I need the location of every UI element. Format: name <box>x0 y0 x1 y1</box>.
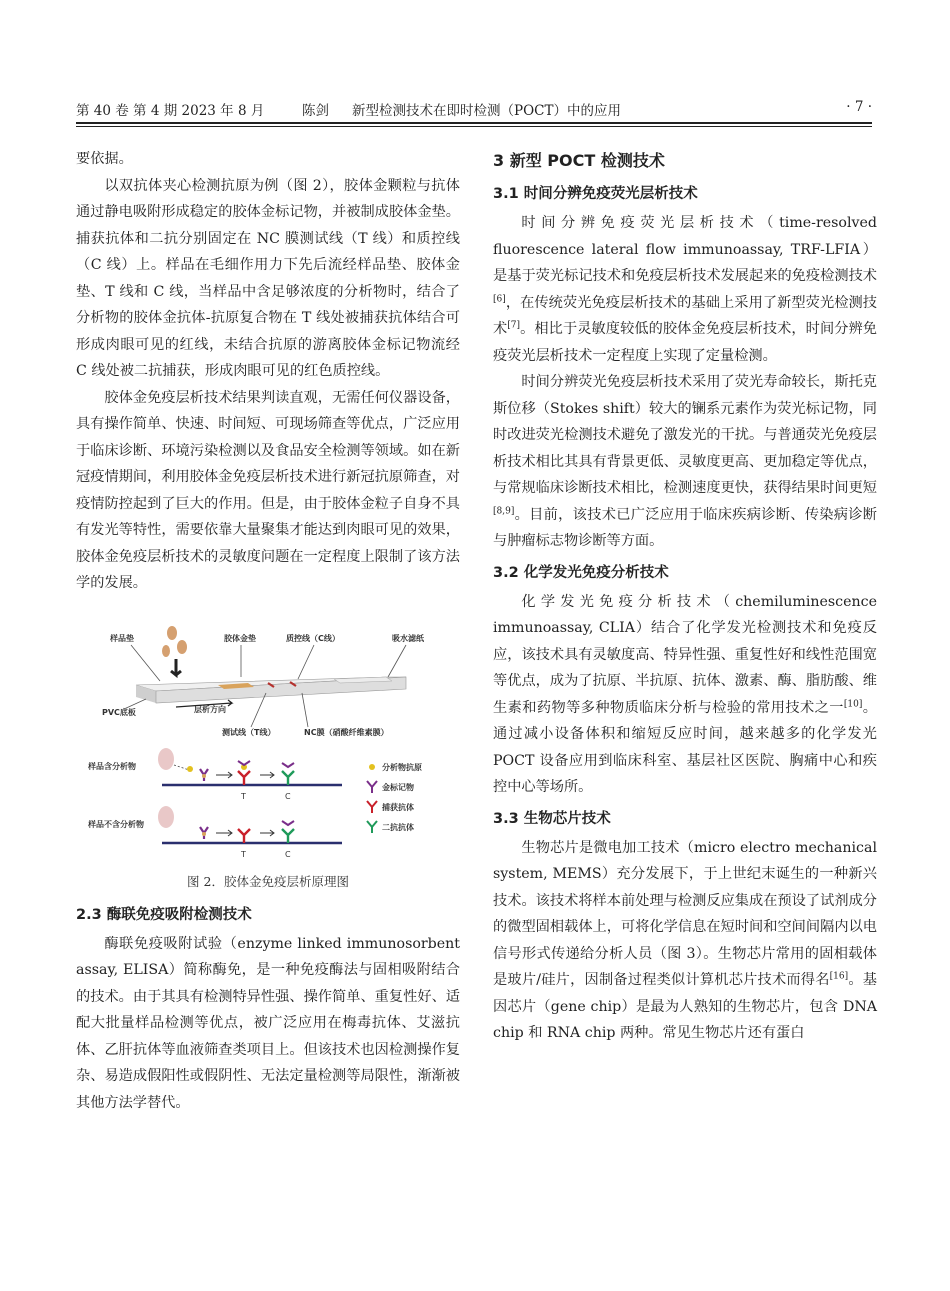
label-flow-direction: 层析方向 <box>194 704 226 714</box>
label-t: T <box>241 791 246 801</box>
header-rule-thin <box>76 126 872 127</box>
text-run: 。相比于灵敏度较低的胶体金免疫层析技术，时间分辨免疫荧光层析技术一定程度上实现了定量检测。 <box>493 321 877 364</box>
citation: [7] <box>507 320 521 331</box>
section-heading-3-3: 3.3 生物芯片技术 <box>493 810 611 827</box>
paragraph: 酶联免疫吸附试验（enzyme linked immunosorbent assay, ELISA）简称酶免，是一种免疫酶法与固相吸附结合的技术。由于其具有检测特异性强、操作简单、重复性好、适配大批量样品检测等优点，被广泛应用在梅毒抗体、艾滋抗体、乙肝抗体等血液筛查类项目上。但该技术也因检测操作复杂、易造成假阳性或假阴性、无法定量检测等局限性，渐渐被其他方法学替代。 <box>76 935 460 1111</box>
lateral-flow-diagram <box>76 619 460 869</box>
leader-line <box>131 645 160 681</box>
paragraph <box>493 210 877 369</box>
section-heading-3-2: 3.2 化学发光免疫分析技术 <box>493 564 669 581</box>
text-run: 。目前，该技术已广泛应用于临床疾病诊断、传染病诊断与肿瘤标志物诊断等方面。 <box>493 506 877 549</box>
label-nc-membrane: NC膜（硝酸纤维素膜） <box>304 727 389 737</box>
legend-antigen-icon <box>369 764 375 770</box>
legend-capture-icon <box>367 801 377 813</box>
text-run: ，在传统荧光免疫层析技术的基础上采用了新型荧光检测技术 <box>493 294 877 337</box>
left-column <box>76 146 460 1116</box>
section-heading-3: 3 新型 POCT 检测技术 <box>493 151 665 170</box>
text-run: 生物芯片是微电加工技术（micro electro mechanical system, MEMS）充分发展下，于上世纪末诞生的一种新兴技术。该技术将样本前处理与检测反应集成在预设了试剂成分的微型固相载体上，可将化学信息在短时间和空间间隔内以电信号形式传递给分析人员（图 3）。生物芯片常用的固相载体是玻片/硅片，因制备过程类似计算机芯片技术而得名 <box>493 839 877 988</box>
header-author: 陈剑 <box>302 103 329 119</box>
citation: [16] <box>829 971 849 982</box>
paragraph: 要依据。 <box>76 151 133 167</box>
paragraph <box>493 835 877 1047</box>
gold-label-icon <box>200 769 208 781</box>
text-run: 时间分辨荧光免疫层析技术采用了荧光寿命较长，斯托克斯位移（Stokes shift）较大的镧系元素作为荧光标记物，同时改进荧光检测技术避免了激发光的干扰。与普通荧光免疫层析技术相比其具有背景更低、灵敏度更高、更加稳定等优点，与常规临床诊断技术相比，检测速度更快，获得结果时间更短 <box>493 374 877 496</box>
label-with-analyte: 样品含分析物 <box>88 761 136 771</box>
capture-antibody-icon <box>238 829 250 843</box>
text-run: 化学发光免疫分析技术（chemiluminescence immunoassay, CLIA）结合了化学发光检测技术和免疫反应，该技术具有灵敏度高、特异性强、重复性好和线性范围宽等优点，成为了抗原、半抗原、抗体、激素、酶、脂肪酸、维生素和药物等多种物质临床分析与检验的常用技术之一 <box>493 593 877 716</box>
leader-line <box>388 645 406 677</box>
leader-line <box>251 693 266 727</box>
label-c: C <box>285 849 291 859</box>
second-antibody-icon <box>282 763 294 785</box>
text-run: 。通过减小设备体积和缩短反应时间，越来越多的化学发光 POCT 设备应用到临床科室、基层社区医院、胸痛中心和疾控中心等场所。 <box>493 699 877 795</box>
second-antibody-icon <box>282 821 294 843</box>
drops-icon <box>162 626 187 657</box>
paragraph <box>493 369 877 555</box>
antigen-icon <box>187 766 193 772</box>
citation: [8,9] <box>493 505 515 516</box>
legend-antigen: 分析物抗原 <box>382 762 422 772</box>
header-rule-thick <box>76 122 872 124</box>
capture-antibody-icon <box>238 761 250 785</box>
paragraph <box>493 589 877 801</box>
figure-2 <box>76 619 460 893</box>
label-t: T <box>241 849 246 859</box>
arrow-right-icon <box>260 830 274 836</box>
leader-line <box>298 645 314 679</box>
leader-line <box>302 693 308 727</box>
label-test-line: 测试线（T线） <box>222 727 276 737</box>
header-title: 新型检测技术在即时检测（POCT）中的应用 <box>352 103 621 119</box>
label-pvc: PVC底板 <box>102 707 136 717</box>
paragraph: 胶体金免疫层析技术结果判读直观，无需任何仪器设备，具有操作简单、快速、时间短、可现场筛查等优点，广泛应用于临床诊断、环境污染检测以及食品安全检测等领域。如在新冠疫情期间，利用胶体金免疫层析技术进行新冠抗原筛查，对疫情防控起到了巨大的作用。但是，由于胶体金粒子自身不具有发光等特性，需要依靠大量聚集才能达到肉眼可见的效果，胶体金免疫层析技术的灵敏度问题在一定程度上限制了该方法学的发展。 <box>76 389 460 591</box>
label-control-line: 质控线（C线） <box>286 633 340 643</box>
label-gold-pad: 胶体金垫 <box>224 633 256 643</box>
legend-gold-label: 金标记物 <box>382 782 414 792</box>
legend-capture: 捕获抗体 <box>382 802 414 812</box>
running-header <box>76 97 872 123</box>
right-column <box>493 146 877 1047</box>
sample-drop-icon <box>158 748 174 770</box>
arrow-right-icon <box>216 772 232 778</box>
page-number: · 7 · <box>846 99 872 115</box>
arrow-right-icon <box>216 830 232 836</box>
journal-issue: 第 40 卷 第 4 期 2023 年 8 月 <box>76 103 265 119</box>
section-heading-3-1: 3.1 时间分辨免疫荧光层析技术 <box>493 186 698 202</box>
label-without-analyte: 样品不含分析物 <box>88 819 144 829</box>
label-c: C <box>285 791 291 801</box>
gold-label-icon <box>200 827 208 839</box>
label-sample-pad: 样品垫 <box>110 633 134 643</box>
text-run: 。基因芯片（gene chip）是最为人熟知的生物芯片，包含 DNA chip 和 RNA chip 两种。常见生物芯片还有蛋白 <box>493 972 877 1041</box>
figure-caption: 图 2．胶体金免疫层析原理图 <box>187 873 349 889</box>
legend-second: 二抗抗体 <box>382 822 414 832</box>
sample-drop-icon <box>158 806 174 828</box>
label-absorbent: 吸水滤纸 <box>392 633 424 643</box>
citation: [10] <box>843 698 863 709</box>
paragraph: 以双抗体夹心检测抗原为例（图 2），胶体金颗粒与抗体通过静电吸附形成稳定的胶体金标记物，并被制成胶体金垫。捕获抗体和二抗分别固定在 NC 膜测试线（T 线）和质控线（C 线）上。样品在毛细作用力下先后流经样品垫、胶体金垫、T 线和 C 线，当样品中含足够浓度的分析物时，结合了分析物的胶体金抗体-抗原复合物在 T 线处被捕获抗体结合可形成肉眼可见的红线，未结合抗原的游离胶体金标记物流经 C 线处被二抗捕获，形成肉眼可见的红色质控线。 <box>76 177 460 379</box>
legend-second-icon <box>367 821 377 833</box>
arrow-right-icon <box>260 772 274 778</box>
section-heading-2-3: 2.3 酶联免疫吸附检测技术 <box>76 906 252 923</box>
citation: [6] <box>493 293 506 304</box>
text-run: 时间分辨免疫荧光层析技术（time-resolved fluorescence lateral flow immunoassay, TRF-LFIA）是基于荧光标记技术和免疫层析技术发展起来的免疫检测技术 <box>493 215 877 284</box>
arrow-down-icon <box>171 659 181 675</box>
legend-gold-icon <box>367 781 377 793</box>
